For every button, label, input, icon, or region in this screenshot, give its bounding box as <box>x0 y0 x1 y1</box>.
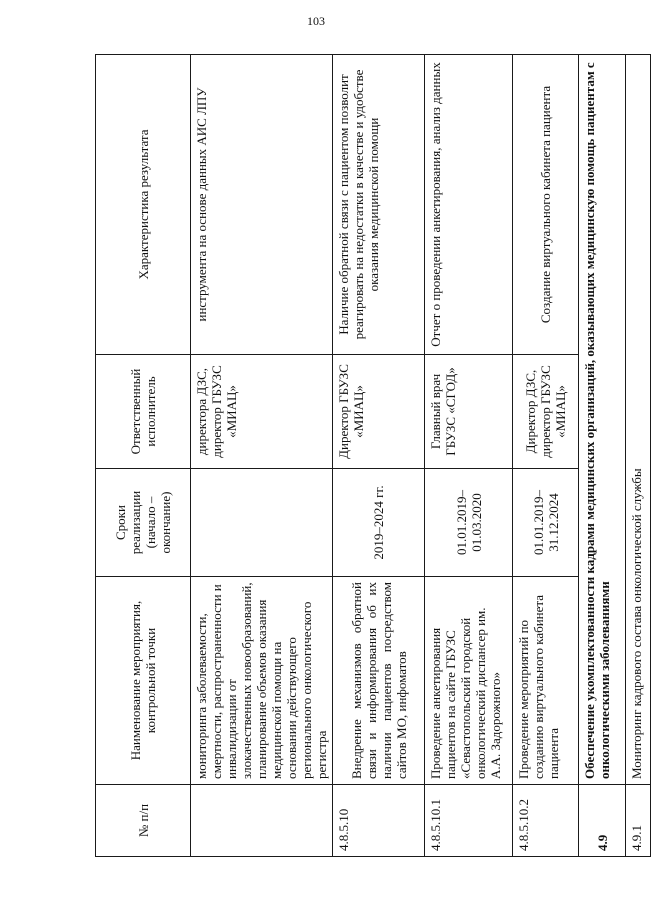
row-period: 01.01.2019– 01.03.2020 <box>425 469 513 577</box>
row-period: 2019–2024 гг. <box>333 469 425 577</box>
header-num: № п/п <box>96 785 191 857</box>
table-row <box>191 55 333 857</box>
table-header-row <box>96 55 191 857</box>
section-num: 4.9 <box>579 785 626 857</box>
row-name: Внедрение механизмов обратной связи и информирования об их наличии пациентов посредством сайтов МО, инфоматов <box>333 577 425 785</box>
row-responsible: Директор ДЗС, директор ГБУЗС «МИАЦ» <box>513 355 579 469</box>
table-row <box>333 55 425 857</box>
page-number: 103 <box>307 14 325 28</box>
row-num: 4.8.5.10 <box>333 785 425 857</box>
plan-table <box>95 54 651 857</box>
row-result: Отчет о проведении анкетирования, анализ данных <box>425 55 513 355</box>
section-title: Обеспечение укомплектованности кадрами медицинских организаций, оказывающих медицинскую помощь пациентам с онкологическими заболеваниями <box>579 55 626 785</box>
row-period <box>191 469 333 577</box>
row-name: Проведение мероприятий по созданию виртуального кабинета пациента <box>513 577 579 785</box>
row-result: Создание виртуального кабинета пациента <box>513 55 579 355</box>
row-responsible: Главный врач ГБУЗС «СГОД» <box>425 355 513 469</box>
row-name: мониторинга заболеваемости, смертности, распространенности и инвалидизации от злокачественных новообразований, планирование объемов оказания медицинской помощи на основании действующего регионального онкологического регистра <box>191 577 333 785</box>
row-result: Наличие обратной связи с пациентом позволит реагировать на недостатки в качестве и удобстве оказания медицинской помощи <box>333 55 425 355</box>
header-name: Наименование мероприятия, контрольной точки <box>96 577 191 785</box>
row-result: инструмента на основе данных АИС ЛПУ <box>191 55 333 355</box>
row-responsible: директора ДЗС, директор ГБУЗС «МИАЦ» <box>191 355 333 469</box>
row-num: 4.8.5.10.1 <box>425 785 513 857</box>
section-row <box>579 55 626 857</box>
table-row <box>626 55 651 857</box>
table-row <box>425 55 513 857</box>
row-num: 4.9.1 <box>626 785 651 857</box>
header-responsible: Ответственный исполнитель <box>96 355 191 469</box>
header-result: Характеристика результата <box>96 55 191 355</box>
row-period: 01.01.2019– 31.12.2024 <box>513 469 579 577</box>
row-name: Мониторинг кадрового состава онкологической службы <box>626 55 651 785</box>
rotated-table-wrapper <box>95 55 644 857</box>
row-num <box>191 785 333 857</box>
row-num: 4.8.5.10.2 <box>513 785 579 857</box>
header-period: Сроки реализации (начало – окончание) <box>96 469 191 577</box>
row-responsible: Директор ГБУЗС «МИАЦ» <box>333 355 425 469</box>
row-name: Проведение анкетирования пациентов на сайте ГБУЗС «Севастопольский городской онкологический диспансер им. А.А. Задорожного» <box>425 577 513 785</box>
table-row <box>513 55 579 857</box>
